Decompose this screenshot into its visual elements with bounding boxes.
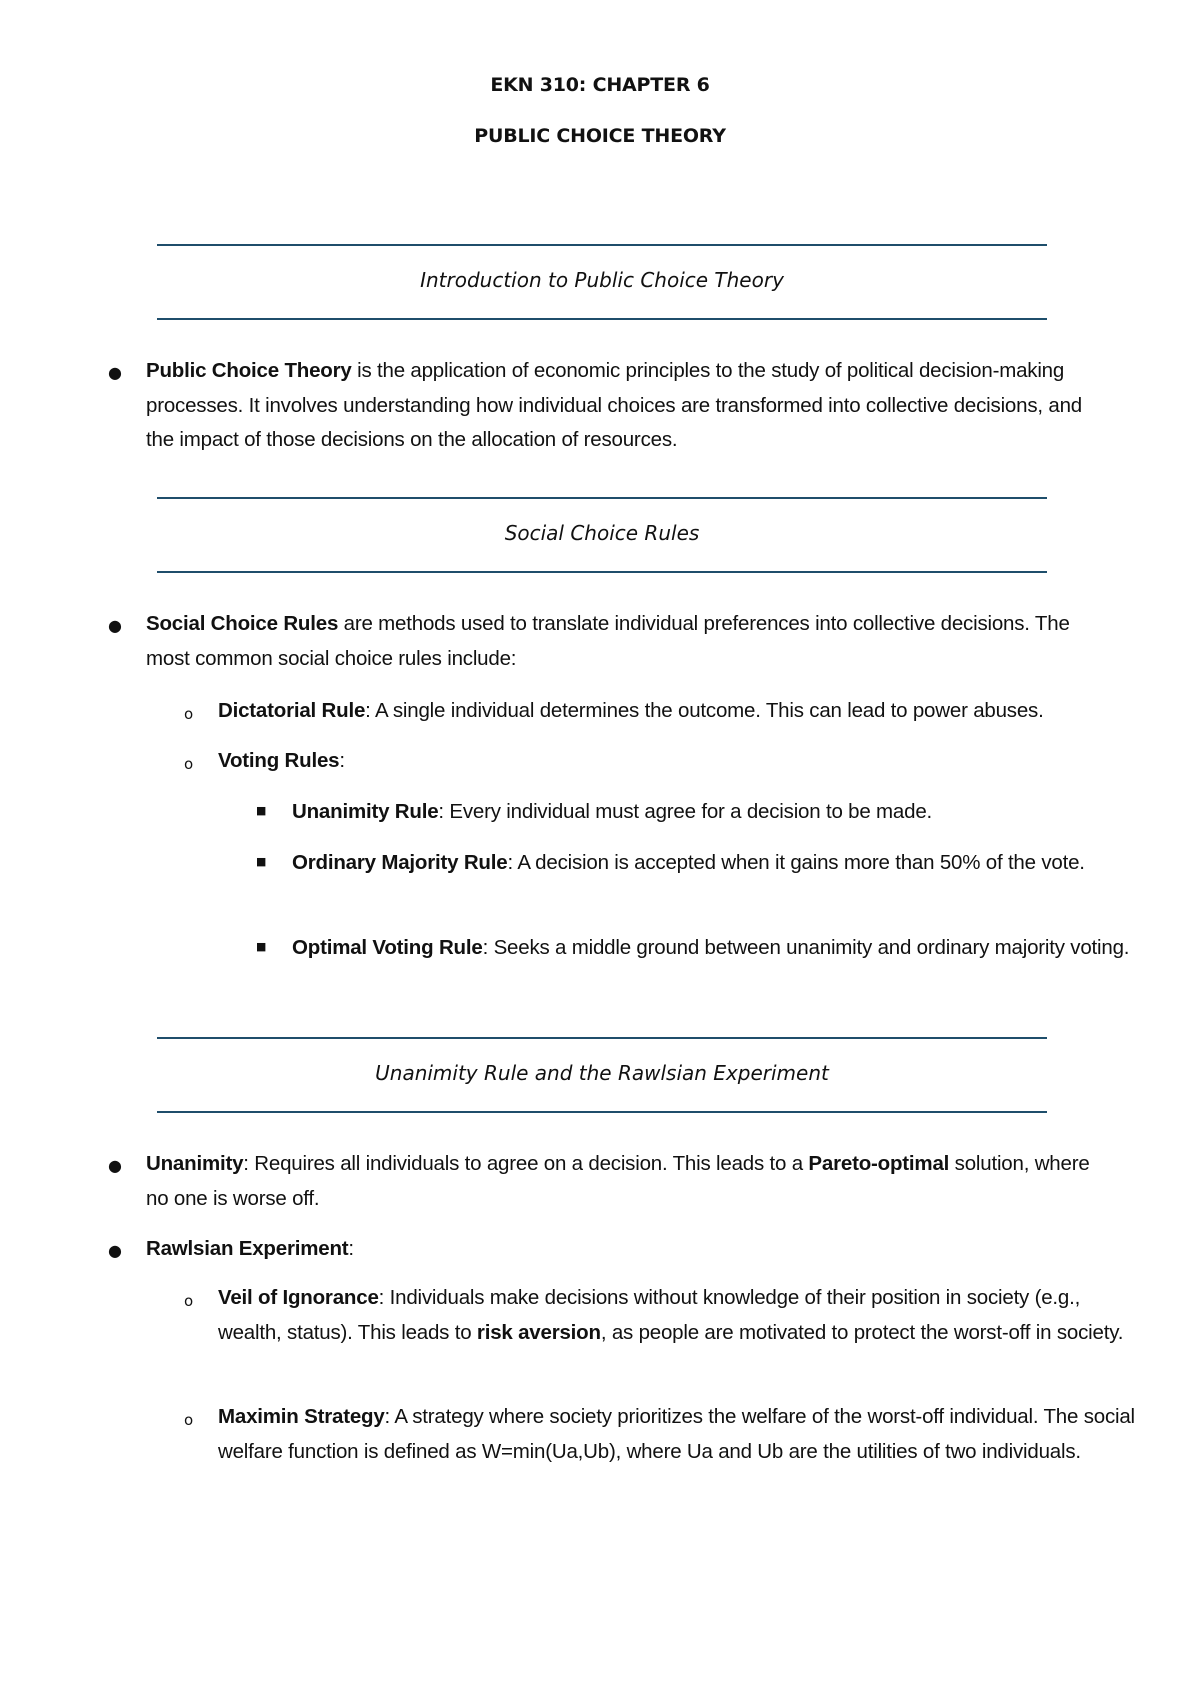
bullet-disc-icon: ● — [108, 1241, 122, 1260]
term-pareto-optimal: Pareto-optimal — [808, 1152, 950, 1175]
list-item — [218, 1400, 1138, 1469]
bullet-square-icon: ■ — [256, 804, 267, 817]
item-text: : — [348, 1237, 354, 1260]
bullet-circle-icon: o — [184, 1292, 194, 1310]
chapter-subtitle: PUBLIC CHOICE THEORY — [474, 125, 726, 147]
term-ordinary-majority-rule: Ordinary Majority Rule — [292, 851, 508, 874]
list-item — [218, 1281, 1138, 1350]
item-text: , as people are motivated to protect the worst-off in society. — [600, 1320, 1124, 1344]
item-text: : A strategy where society prioritizes the welfare of the worst-off individual. The social welfare function is defined as W=min(Ua,Ub), where Ua and Ub are the utilities of two individuals. — [218, 1405, 1135, 1463]
list-item — [292, 846, 1132, 881]
list-item — [218, 694, 1128, 729]
section-divider-top — [157, 1037, 1047, 1039]
item-text: is the application of economic principles to the study of political decision-making processes. It involves understanding how individual choices are transformed into collective decisions, and the impact of those decisions on the allocation of resources. — [146, 359, 1082, 451]
term-veil-of-ignorance: Veil of Ignorance — [218, 1286, 379, 1309]
section-divider-bottom — [157, 1111, 1047, 1113]
section-divider-top — [157, 244, 1047, 246]
bullet-disc-icon: ● — [108, 616, 122, 635]
list-item — [218, 744, 1128, 779]
item-text: : Individuals make decisions without knowledge of their position in society (e.g., wealth, status). This leads to — [218, 1286, 1081, 1344]
term-rawlsian-experiment: Rawlsian Experiment — [146, 1237, 349, 1260]
section-heading-introduction: Introduction to Public Choice Theory — [420, 268, 784, 292]
item-text: solution, where no one is worse off. — [146, 1152, 1090, 1210]
item-text: : — [339, 749, 345, 772]
item-text: : A single individual determines the outcome. This can lead to power abuses. — [365, 699, 1044, 722]
bullet-disc-icon: ● — [108, 1156, 122, 1175]
item-text: : A decision is accepted when it gains more than 50% of the vote. — [507, 851, 1085, 874]
list-item — [146, 607, 1106, 676]
term-optimal-voting-rule: Optimal Voting Rule — [292, 936, 483, 959]
item-text: : Every individual must agree for a decision to be made. — [438, 800, 933, 823]
section-divider-bottom — [157, 318, 1047, 320]
term-maximin-strategy: Maximin Strategy — [218, 1405, 385, 1428]
item-text: : Requires all individuals to agree on a decision. This leads to a — [243, 1152, 809, 1175]
bullet-disc-icon: ● — [108, 363, 122, 382]
item-text: : Seeks a middle ground between unanimity and ordinary majority voting. — [482, 936, 1130, 959]
list-item — [146, 1232, 1106, 1267]
list-item — [292, 795, 1132, 830]
bullet-square-icon: ■ — [256, 940, 267, 953]
term-unanimity: Unanimity — [146, 1152, 244, 1175]
term-social-choice-rules: Social Choice Rules — [146, 612, 339, 635]
term-public-choice-theory: Public Choice Theory — [146, 359, 352, 382]
section-heading-social-choice-rules: Social Choice Rules — [504, 521, 700, 545]
term-voting-rules: Voting Rules — [218, 749, 340, 772]
term-dictatorial-rule: Dictatorial Rule — [218, 699, 366, 722]
bullet-circle-icon: o — [184, 705, 194, 723]
section-divider-bottom — [157, 571, 1047, 573]
course-title: EKN 310: CHAPTER 6 — [490, 74, 710, 96]
section-heading-unanimity-rawlsian: Unanimity Rule and the Rawlsian Experiment — [375, 1061, 829, 1085]
list-item — [146, 354, 1106, 458]
term-unanimity-rule: Unanimity Rule — [292, 800, 439, 823]
list-item — [146, 1147, 1106, 1216]
list-item — [292, 931, 1140, 966]
bullet-square-icon: ■ — [256, 855, 267, 868]
bullet-circle-icon: o — [184, 1411, 194, 1429]
section-divider-top — [157, 497, 1047, 499]
item-text: are methods used to translate individual preferences into collective decisions. The most common social choice rules include: — [146, 612, 1070, 670]
bullet-circle-icon: o — [184, 755, 194, 773]
term-risk-aversion: risk aversion — [476, 1320, 601, 1344]
